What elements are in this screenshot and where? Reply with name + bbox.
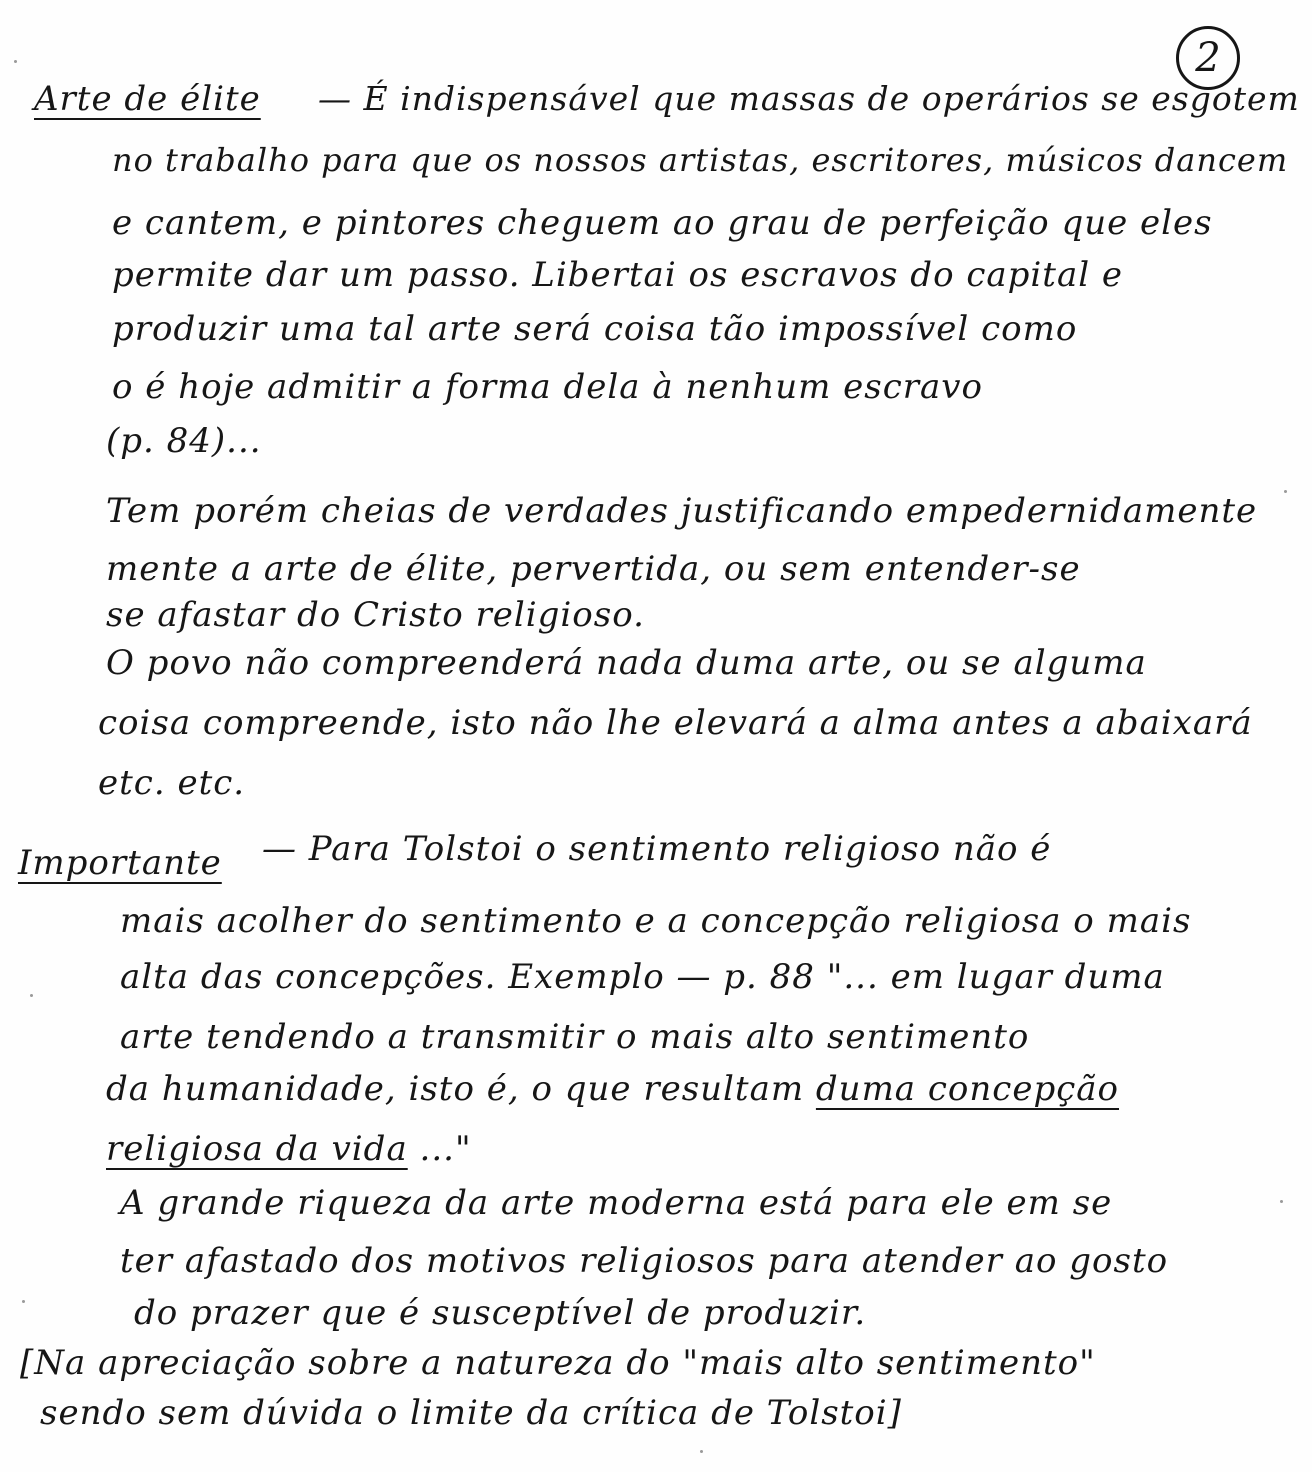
manuscript-line: do prazer que é susceptível de produzir. <box>134 1293 867 1333</box>
manuscript-line: Tem porém cheias de verdades justificando empedernidamente <box>106 491 1258 531</box>
scan-speck <box>14 60 17 63</box>
manuscript-line: arte tendendo a transmitir o mais alto sentimento <box>120 1017 1030 1057</box>
scan-speck <box>30 994 33 997</box>
manuscript-line: alta das concepções. Exemplo — p. 88 "... em lugar duma <box>120 957 1165 997</box>
scan-speck <box>700 1450 703 1453</box>
manuscript-line: mais acolher do sentimento e a concepção religiosa o mais <box>120 901 1192 941</box>
scan-speck <box>22 1300 25 1303</box>
line-text: da humanidade, isto é, o que resultam <box>106 1069 816 1109</box>
manuscript-line: etc. etc. <box>98 763 246 803</box>
scan-speck <box>1284 490 1287 493</box>
section-heading-arte-de-elite: Arte de élite <box>34 79 261 119</box>
manuscript-line: no trabalho para que os nossos artistas, escritores, músicos dancem <box>112 141 1289 179</box>
section-heading-importante: Importante <box>18 843 222 883</box>
manuscript-line: produzir uma tal arte será coisa tão impossível como <box>112 309 1078 349</box>
manuscript-line: — É indispensável que massas de operários se esgotem <box>318 79 1300 118</box>
manuscript-line: O povo não compreenderá nada duma arte, ou se alguma <box>106 643 1147 683</box>
manuscript-line: (p. 84)... <box>106 421 262 461</box>
manuscript-line: permite dar um passo. Libertai os escravos do capital e <box>112 255 1124 295</box>
line-text: ..." <box>407 1129 472 1169</box>
manuscript-line: — Para Tolstoi o sentimento religioso não é <box>262 829 1052 869</box>
bracketed-note-line: sendo sem dúvida o limite da crítica de Tolstoi] <box>40 1393 902 1433</box>
manuscript-line-underlined <box>106 1129 472 1169</box>
page-number-circle: 2 <box>1176 26 1240 90</box>
underlined-text: religiosa da vida <box>106 1129 408 1169</box>
manuscript-line: A grande riqueza da arte moderna está para ele em se <box>120 1183 1113 1223</box>
scan-speck <box>1280 1200 1283 1203</box>
underlined-text: duma concepção <box>815 1069 1120 1109</box>
manuscript-line: o é hoje admitir a forma dela à nenhum escravo <box>112 367 983 407</box>
manuscript-line-underlined <box>106 1069 1120 1109</box>
manuscript-line: se afastar do Cristo religioso. <box>106 595 645 635</box>
manuscript-line: e cantem, e pintores cheguem ao grau de perfeição que eles <box>112 203 1213 243</box>
bracketed-note-line: [Na apreciação sobre a natureza do "mais alto sentimento" <box>20 1343 1096 1383</box>
manuscript-line: mente a arte de élite, pervertida, ou sem entender-se <box>106 549 1081 589</box>
manuscript-line: coisa compreende, isto não lhe elevará a alma antes a abaixará <box>98 703 1253 743</box>
manuscript-line: ter afastado dos motivos religiosos para atender ao gosto <box>120 1241 1169 1281</box>
